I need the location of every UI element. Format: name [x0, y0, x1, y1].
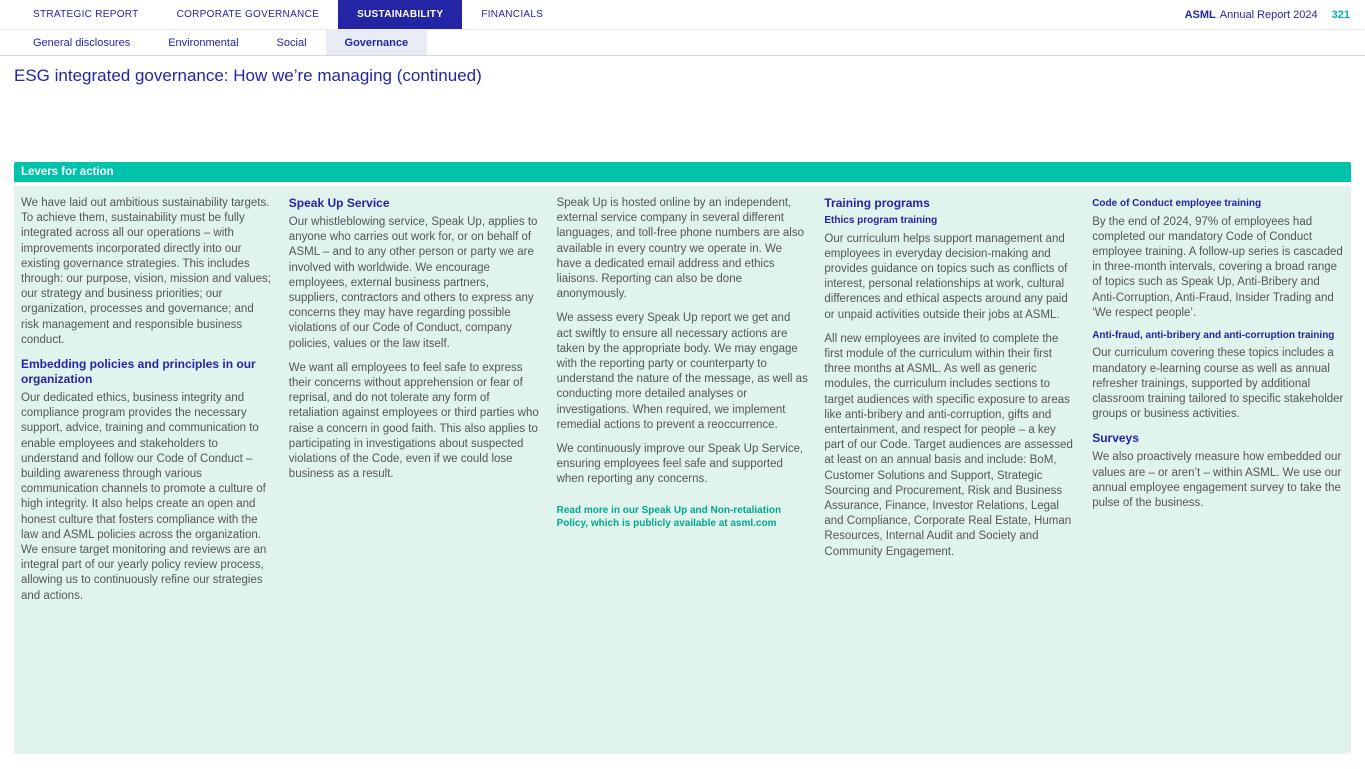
sub-heading: Anti-fraud, anti-bribery and anti-corruption training [1092, 329, 1335, 341]
paragraph: Our whistleblowing service, Speak Up, applies to anyone who carries out work for, or on behalf of ASML – and to any other person or party we are involved with worldwide. We encourage employees, external business partners, suppliers, contractors and others to express any concerns they may have regarding possible violations of our Code of Conduct, company policies, values or the law itself. [288, 216, 538, 350]
levers-columns [14, 186, 1351, 754]
section-heading: Training programs [824, 196, 930, 210]
top-nav-tabs [0, 0, 562, 29]
paragraph: We want all employees to feel safe to express their concerns without apprehension or fear of reprisal, and do not tolerate any form of retaliation against employees or third parties who raise a concern in good faith. This also applies to participating in investigations about suspected violations of the Code, even if we could lose business as a result. [288, 361, 539, 481]
paragraph: Our dedicated ethics, business integrity and compliance program provides the necessary support, advice, training and communication to enable employees and stakeholders to understand and follow our Code of Conduct – building awareness through various communication channels to promote a culture of high integrity. It also helps create an open and honest culture that fosters compliance with the law and ASML policies across the organization. We ensure target monitoring and reviews are an integral part of our yearly policy review process, allowing us to continuously refine our strategies and actions. [21, 392, 267, 602]
column-3 [557, 196, 809, 744]
top-nav [0, 0, 1365, 30]
paragraph: We also proactively measure how embedded our values are – or aren’t – within ASML. We use our annual employee engagement survey to take the pulse of the business. [1092, 451, 1342, 510]
column-1 [21, 196, 273, 744]
tab-sustainability[interactable]: SUSTAINABILITY [338, 0, 462, 29]
report-title: Annual Report 2024 [1219, 8, 1318, 21]
tab-general-disclosures[interactable]: General disclosures [33, 36, 131, 49]
tab-corporate-governance[interactable]: CORPORATE GOVERNANCE [176, 9, 320, 20]
paragraph: All new employees are invited to complete the first module of the curriculum within their first three months at ASML. As well as generic modules, the curriculum includes sections to target audiences with specific exposure to areas like anti-bribery and anti-corruption, gifts and entertainment, and respect for people – a key part of our Code. Target audiences are assessed at least on an annual basis and include: BoM, Customer Solutions and Support, Strategic Sourcing and Procurement, Risk and Business Assurance, Finance, Investor Relations, Legal and Compliance, Corporate Real Estate, Human Resources, Internal Audit and Society and Community Engagement. [824, 332, 1073, 558]
paragraph: Speak Up is hosted online by an independent, external service company in several different languages, and toll-free phone numbers are also available in every country we operate in. We have a dedicated email address and ethics liaisons. Reporting can also be done anonymously. [556, 197, 805, 301]
section-heading: Surveys [1092, 431, 1139, 446]
column-5 [1092, 196, 1344, 744]
paragraph: We have laid out ambitious sustainability targets. To achieve them, sustainability must be fully integrated across all our operations – with improvements incorporated directly into our existing governance strategies. This includes through: our purpose, vision, mission and values; our strategy and business priorities; our organization, processes and governance; and risk management and responsible business conduct. [21, 197, 271, 346]
page-title: ESG integrated governance: How we’re managing (continued) [14, 66, 482, 85]
read-more-note: Read more in our Speak Up and Non-retaliation Policy, which is publicly available at asml.com [556, 504, 782, 529]
levers-section [14, 162, 1351, 754]
report-meta [1185, 0, 1365, 29]
banner-title: Levers for action [21, 166, 114, 178]
section-heading: Embedding policies and principles in our organization [21, 357, 256, 387]
sub-heading: Ethics program training [824, 215, 938, 226]
sub-heading: Code of Conduct employee training [1092, 198, 1262, 209]
tab-governance[interactable]: Governance [326, 30, 428, 55]
page-number: 321 [1331, 8, 1350, 21]
section-heading: Speak Up Service [288, 196, 390, 210]
column-4 [824, 196, 1076, 744]
brand-asml: ASML [1184, 8, 1216, 21]
paragraph: We continuously improve our Speak Up Service, ensuring employees feel safe and supported when reporting any concerns. [556, 443, 804, 486]
paragraph: We assess every Speak Up report we get and act swiftly to ensure all necessary actions are taken by the appropriate body. We may engage with the reporting party or counterparty to understand the nature of the message, as well as conducting more detailed analyses or investigations. When required, we implement remedial actions to prevent a reoccurrence. [556, 312, 808, 431]
tab-financials[interactable]: FINANCIALS [481, 9, 544, 20]
column-2 [289, 196, 541, 744]
tab-strategic-report[interactable]: STRATEGIC REPORT [33, 9, 139, 20]
tab-social[interactable]: Social [276, 36, 307, 49]
sub-nav [0, 30, 1365, 56]
paragraph: By the end of 2024, 97% of employees had completed our mandatory Code of Conduct employee training. A follow-up series is cascaded in three-month intervals, covering a broad range of topics such as Speak Up, Anti-Bribery and Anti-Corruption, Anti-Fraud, Insider Trading and ‘We respect people’. [1092, 215, 1343, 319]
paragraph: Our curriculum helps support management and employees in everyday decision-making and provides guidance on topics such as conflicts of interest, personal relationships at work, cultural differences and ethical aspects around any paid or unpaid activities outside their jobs at ASML. [824, 232, 1068, 321]
paragraph: Our curriculum covering these topics includes a mandatory e-learning course as well as annual refresher trainings, supported by additional classroom training tailored to specific stakeholder groups or business activities. [1092, 347, 1344, 421]
levers-banner [14, 162, 1351, 182]
tab-environmental[interactable]: Environmental [168, 36, 239, 49]
main-content [0, 66, 1365, 754]
